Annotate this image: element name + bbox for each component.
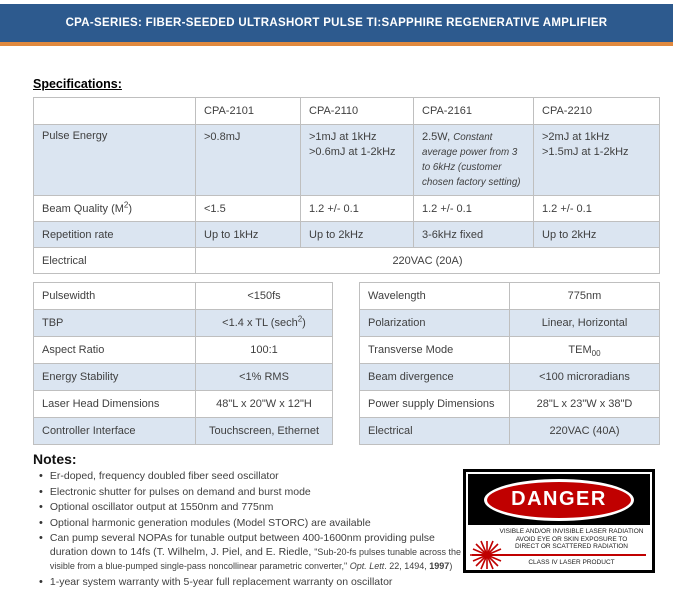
spec-header-row: [34, 98, 660, 125]
table-row: [360, 391, 660, 418]
laser-starburst-icon: [469, 537, 505, 573]
row-label: Electrical: [34, 248, 196, 274]
danger-ellipse: [484, 479, 634, 521]
laser-class-text: CLASS IV LASER PRODUCT: [528, 559, 615, 566]
param-label: Power supply Dimensions: [360, 391, 510, 418]
table-row: [34, 283, 333, 310]
param-value: <150fs: [196, 283, 333, 310]
cell-pulse-energy-cpa2101: >0.8mJ: [196, 125, 301, 196]
spec-corner-cell: [34, 98, 196, 125]
param-label: Electrical: [360, 418, 510, 445]
param-label: Wavelength: [360, 283, 510, 310]
row-label: Beam Quality $(M^2)$: [34, 196, 196, 222]
table-row: [34, 364, 333, 391]
table-row: [34, 310, 333, 337]
table-row: [360, 283, 660, 310]
spec-col-header-cpa2101: CPA-2101: [196, 98, 301, 125]
param-value: Touchscreen, Ethernet: [196, 418, 333, 445]
spec-col-header-cpa2161: CPA-2161: [414, 98, 534, 125]
param-value: $TEM_{00}$: [510, 337, 660, 364]
param-value: 100:1: [196, 337, 333, 364]
notes-heading: Notes:: [33, 451, 77, 467]
header-bar: [0, 4, 673, 42]
list-item-nopa-citation: • Can pump several NOPAs for tunable output between 400-1600nm providing pulse duration down to 14fs (T. Wilhelm, J. Piel, and E. Riedle, "Sub-20-fs pulses tunable across the visible from a blue-pumped single-pass noncollinear parametric converter," Opt. Lett. 22, 1494, 1997): [36, 531, 464, 573]
table-row: [360, 364, 660, 391]
list-item: • Electronic shutter for pulses on demand and burst mode: [36, 485, 464, 499]
param-label: Pulsewidth: [34, 283, 196, 310]
page-title: CPA-SERIES: FIBER-SEEDED ULTRASHORT PULSE TI:SAPPHIRE REGENERATIVE AMPLIFIER: [65, 17, 608, 29]
table-row: [360, 418, 660, 445]
row-beam-quality: [34, 196, 660, 222]
row-repetition-rate: [34, 222, 660, 248]
table-row: [34, 337, 333, 364]
param-value: 28"L x 23"W x 38"D: [510, 391, 660, 418]
param-label: Polarization: [360, 310, 510, 337]
danger-word: DANGER: [511, 488, 607, 510]
cell-beam-quality-cpa2210: 1.2 +/- 0.1: [534, 196, 660, 222]
spec-table: [33, 97, 660, 274]
param-label: TBP: [34, 310, 196, 337]
param-label: Transverse Mode: [360, 337, 510, 364]
param-value: 220VAC (40A): [510, 418, 660, 445]
list-item: • Optional oscillator output at 1550nm and 775nm: [36, 500, 464, 514]
param-value: 48"L x 20"W x 12"H: [196, 391, 333, 418]
param-value: Linear, Horizontal: [510, 310, 660, 337]
cell-repetition-cpa2210: Up to 2kHz: [534, 222, 660, 248]
cell-pulse-energy-cpa2210: >2mJ at 1kHz >1.5mJ at 1-2kHz: [534, 125, 660, 196]
danger-label-bottom: [468, 525, 650, 568]
param-label: Controller Interface: [34, 418, 196, 445]
param-label: Aspect Ratio: [34, 337, 196, 364]
cell-electrical-all: 220VAC (20A): [196, 248, 660, 274]
param-value: 775nm: [510, 283, 660, 310]
notes-list: [36, 469, 464, 590]
cell-repetition-cpa2110: Up to 2kHz: [301, 222, 414, 248]
cell-beam-quality-cpa2101: <1.5: [196, 196, 301, 222]
table-row: [360, 310, 660, 337]
list-item: • 1-year system warranty with 5-year full replacement warranty on oscillator: [36, 575, 464, 589]
table-row: [34, 391, 333, 418]
list-item: • Er-doped, frequency doubled fiber seed oscillator: [36, 469, 464, 483]
list-item: • Optional harmonic generation modules (Model STORC) are available: [36, 516, 464, 530]
specifications-heading: Specifications:: [33, 77, 122, 91]
spec-col-header-cpa2210: CPA-2210: [534, 98, 660, 125]
row-label: Repetition rate: [34, 222, 196, 248]
cell-pulse-energy-cpa2161: 2.5W, Constant average power from 3 to 6kHz (customer chosen factory setting): [414, 125, 534, 196]
param-table-left: [33, 282, 333, 445]
cell-repetition-cpa2101: Up to 1kHz: [196, 222, 301, 248]
accent-stripe: [0, 42, 673, 46]
row-pulse-energy: [34, 125, 660, 196]
spec-col-header-cpa2110: CPA-2110: [301, 98, 414, 125]
row-label: Pulse Energy: [34, 125, 196, 196]
param-value: <100 microradians: [510, 364, 660, 391]
danger-label-top: [468, 474, 650, 525]
laser-warning-text: VISIBLE AND/OR INVISIBLE LASER RADIATION AVOID EYE OR SKIN EXPOSURE TO DIRECT OR SCATTERED RADIATION: [499, 528, 644, 551]
param-label: Energy Stability: [34, 364, 196, 391]
table-row: [360, 337, 660, 364]
param-label: Beam divergence: [360, 364, 510, 391]
cell-pulse-energy-cpa2110: >1mJ at 1kHz >0.6mJ at 1-2kHz: [301, 125, 414, 196]
cell-beam-quality-cpa2110: 1.2 +/- 0.1: [301, 196, 414, 222]
laser-danger-label: [463, 469, 655, 573]
cell-repetition-cpa2161: 3-6kHz fixed: [414, 222, 534, 248]
param-table-right: [359, 282, 660, 445]
cell-beam-quality-cpa2161: 1.2 +/- 0.1: [414, 196, 534, 222]
param-label: Laser Head Dimensions: [34, 391, 196, 418]
param-value: <1.4 x TL (sech$^2$): [196, 310, 333, 337]
factory-setting-note: Constant average power from 3 to 6kHz (customer chosen factory setting): [422, 132, 521, 188]
row-electrical: [34, 248, 660, 274]
param-value: <1% RMS: [196, 364, 333, 391]
table-row: [34, 418, 333, 445]
